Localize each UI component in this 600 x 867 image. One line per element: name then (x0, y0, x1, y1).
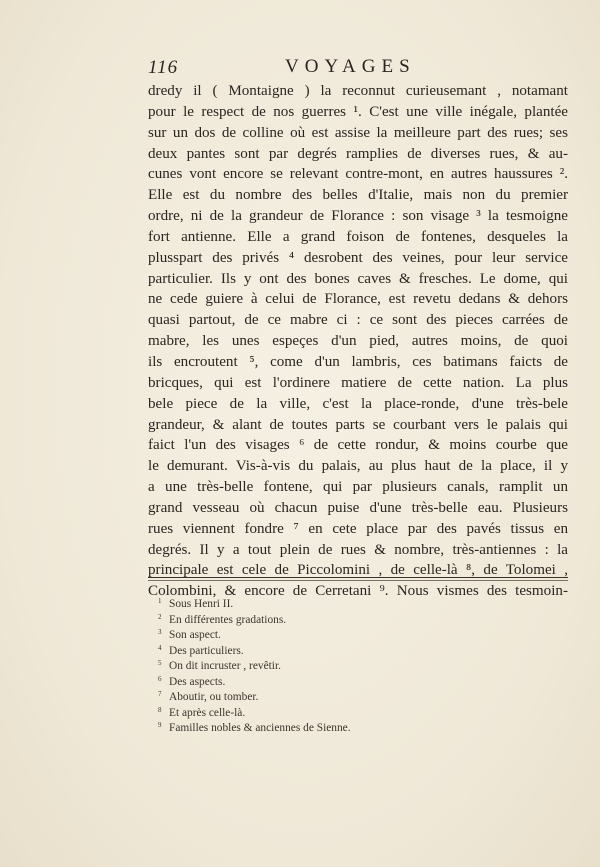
text-line: faict l'un des visages ⁶ de cette rondur, & moins courbe que (148, 437, 568, 454)
text-line: Colombini, & encore de Cerretani ⁹. Nous vismes des tesmoin- (148, 583, 568, 600)
footnote-text: Des aspects. (169, 675, 226, 688)
footnote-mark: 3 (158, 628, 162, 636)
text-line: plusspart des privés ⁴ desrobent des veines, pour leur service (148, 249, 568, 266)
text-line: Elle est du nombre des belles d'Italie, mais non du premier (148, 187, 568, 204)
text-line: fort antienne. Elle a grand foison de fontenes, desqueles la (148, 228, 568, 245)
footnote-text: Et après celle-là. (169, 706, 246, 719)
body-text (148, 81, 568, 602)
text-line: sur un dos de colline où est assise la meilleure part des rues; ses (148, 124, 568, 141)
footnote (158, 610, 558, 626)
footnote (158, 594, 558, 610)
text-line: le demurant. Vis-à-vis du palais, au plus haut de la place, il y (148, 458, 568, 475)
text-line: degrés. Il y a tout plein de rues & nombre, très-antiennes : la (148, 541, 568, 558)
page-number: 116 (148, 57, 179, 78)
footnote-mark: 7 (158, 690, 162, 698)
running-head: VOYAGES (285, 56, 416, 77)
text-line: ils encroutent ⁵, come d'un lambris, ces batimans faicts de (148, 353, 568, 370)
footnote-rule (148, 577, 568, 578)
footnote-mark: 5 (158, 659, 162, 667)
text-line: a une très-belle fontene, qui par plusieurs canals, ramplit un (148, 479, 568, 496)
footnote-mark: 8 (158, 705, 162, 714)
footnote-rule-thin (148, 580, 568, 581)
footnote-mark: 2 (158, 612, 162, 621)
text-line: rues viennent fondre ⁷ en cete place par des pavés tissus en (148, 520, 568, 537)
footnote-mark: 1 (158, 597, 162, 605)
footnote-mark: 6 (158, 674, 162, 683)
footnote (158, 718, 558, 734)
footnote (158, 703, 558, 719)
footnote-text: Des particuliers. (169, 644, 244, 657)
text-line: mabre, les unes espeçes d'un pied, autres moins, de quoi (148, 333, 568, 350)
footnote (158, 687, 558, 703)
footnote (158, 672, 558, 688)
footnote (158, 641, 558, 657)
footnote-text: Aboutir, ou tomber. (169, 691, 259, 703)
footnote-mark: 4 (158, 643, 162, 652)
footnote-text: En différentes gradations. (169, 613, 287, 626)
text-line: grandeur, & alant de toutes parts se courbant vers le palais qui (148, 416, 568, 433)
text-line: ne cede guiere à celui de Florance, est revetu dedans & dehors (148, 291, 568, 308)
text-line: deux pantes sont par degrés ramplies de diverses rues, & au- (148, 145, 568, 162)
text-line: principale est cele de Piccolomini , de celle-là ⁸, de Tolomei , (148, 562, 568, 579)
footnote-text: Son aspect. (169, 629, 221, 641)
text-line: ordre, ni de la grandeur de Florance : son visage ³ la tesmoigne (148, 208, 568, 225)
footnote-text: On dit incruster , revêtir. (169, 660, 281, 672)
footnote (158, 656, 558, 672)
footnote-mark: 9 (158, 721, 162, 729)
text-line: quasi partout, de ce mabre ci : ce sont des pieces carrées de (148, 312, 568, 329)
text-line: bricques, qui est l'ordinere matiere de cette nation. La plus (148, 374, 568, 391)
text-line: pour le respect de nos guerres ¹. C'est une ville inégale, plantée (148, 103, 568, 120)
text-line: grand vesseau où chacun puise d'une très-belle eau. Plusieurs (148, 499, 568, 516)
text-line: cunes vont encore se relevant contre-mont, en autres haussures ². (148, 166, 568, 183)
footnote-text: Familles nobles & anciennes de Sienne. (169, 722, 351, 734)
footnotes (158, 594, 558, 734)
footnote-text: Sous Henri II. (169, 598, 234, 610)
footnote (158, 625, 558, 641)
text-line: dredy il ( Montaigne ) la reconnut curieusemant , notamant (148, 83, 568, 99)
text-line: particulier. Ils y ont des bones caves & fresches. Le dome, qui (148, 270, 568, 287)
text-line: bele piece de la ville, c'est la place-ronde, d'une très-bele (148, 395, 568, 412)
